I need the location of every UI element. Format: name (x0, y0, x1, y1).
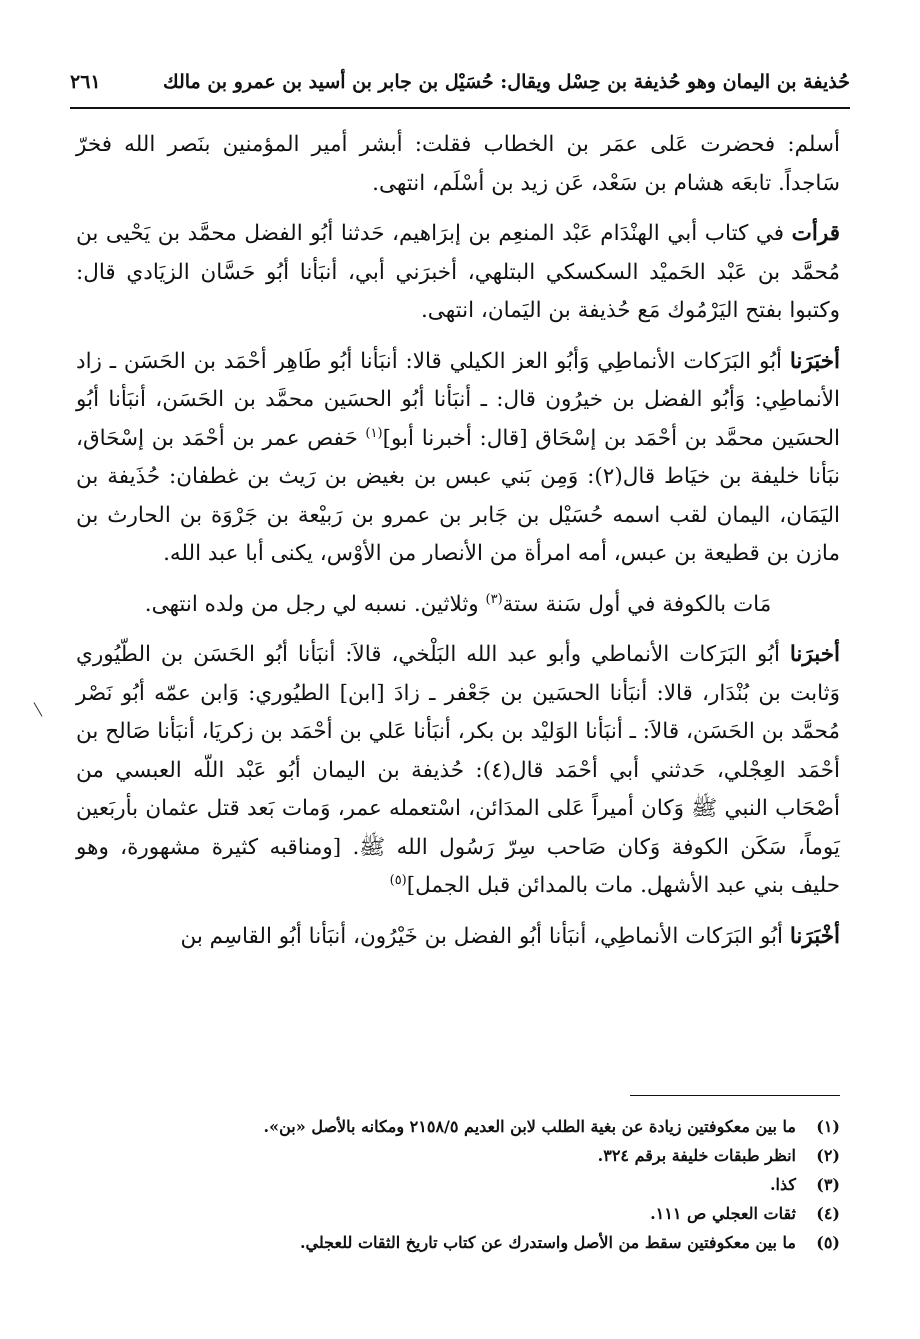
footnote (80, 1112, 840, 1141)
paragraph-lead: أخبَرَنا (789, 348, 840, 374)
paragraph-text-continued: وثلاثين. نسبه لي رجل من ولده انتهى. (144, 591, 486, 617)
paragraph-text: أبُو البَرَكات الأنماطِي، أنبَأنا أبُو الفضل بن خَيْرُون، أنبَأنا أبُو القاسِم بن (180, 923, 790, 949)
paragraph-text: أبُو البَرَكات الأنماطِي وَأبُو العز الكيلي قالا: أنبَأنا أبُو طَاهِر أحْمَد بن الحَسَن ـ زاد الأنماطِي: وَأبُو الفضل بن خيرُون قال: ـ أنبَأنا أبُو الحسَين محمَّد بن الحَسَن، أنبَأنا أبُو الحسَين محمَّد بن أحْمَد بن إسْحَاق [قال: أخبرنا أبو] (76, 348, 840, 451)
paragraph-text: أسلم: فحضرت عَلى عمَر بن الخطاب فقلت: أبشر أمير المؤمنين بنَصر الله فخرّ سَاجداً. تابعَه هشام بن سَعْد، عَن زيد بن أسْلَم، انتهى. (76, 132, 840, 196)
footnote-ref: (٥) (389, 872, 407, 888)
footnote-number: (٣) (816, 1175, 840, 1194)
paragraph-lead: قرأت (791, 221, 840, 246)
footnote-text: انظر طبقات خليفة برقم ٣٢٤. (597, 1146, 796, 1165)
running-title: حُذيفة بن اليمان وهو حُذيفة بن حِسْل ويقال: حُسَيْل بن جابر بن أسيد بن عمرو بن مالك (162, 71, 850, 93)
footnote-number: (٢) (816, 1146, 840, 1165)
footnote-ref: (٣) (485, 591, 503, 607)
footnote-rule (630, 1095, 840, 1096)
header-rule (70, 107, 850, 109)
paragraph (76, 126, 840, 203)
footnote (80, 1228, 840, 1257)
paragraph-text: أبُو البَرَكات الأنماطي وأبو عبد الله البَلْخي، قالاَ: أنبَأنا أبُو الحَسَن بن الطّيُوري وَثابت بن بُنْدَار، قالا: أنبَأنا الحسَين بن جَعْفر ـ زادَ [ابن] الطيُوري: وَابن عمّه أبُو نَصْر مُحمَّد بن الحَسَن، قالاَ: ـ أنبَأنا الوَليْد بن بكر، أنبَأنا عَلي بن أحْمَد بن زكريَا، أنبَأنا صَالح بن أحْمَد العِجْلي، حَدثني أبي أحْمَد قال(٤): حُذيفة بن اليمان أبُو عَبْد اللّه العبسي من أصْحَاب النبي ﷺ وَكان أميراً عَلى المدَائن، اسْتعمله عمر، وَمات بَعد قتل عثمان بأربَعين يَوماً، سَكَن الكوفة وَكان صَاحب سِرّ رَسُول الله ﷺ. [ومناقبه كثيرة مشهورة، وهو حليف بني عبد الأشهل. مات بالمدائن قبل الجمل] (76, 642, 840, 898)
footnote (80, 1170, 840, 1199)
page-header (70, 62, 850, 102)
footnote-number: (١) (816, 1117, 840, 1136)
footnote-text: ثقات العجلي ص ١١١. (650, 1204, 796, 1223)
footnote-text: كذا. (769, 1175, 796, 1194)
main-text (76, 126, 840, 968)
footnote-number: (٤) (816, 1204, 840, 1223)
margin-mark (34, 702, 43, 716)
footnote-text: ما بين معكوفتين زيادة عن بغية الطلب لابن العديم ٢١٥٨/٥ ومكانه بالأصل «بن». (263, 1117, 796, 1136)
page-number: ٢٦١ (70, 71, 101, 93)
paragraph (76, 586, 840, 625)
footnote-number: (٥) (816, 1233, 840, 1252)
paragraph-text-continued: حَفص عمر بن أحْمَد بن إسْحَاق، نبَأنا خليفة بن خيَاط قال(٢): وَمِن بَني عبس بن بغيض بن رَيث بن غطفان: حُذَيفة بن اليَمَان، اليمان لقب اسمه حُسَيْل بن جَابر بن عمرو بن رَبيْعة بن جَرْوَة بن الحارث بن مازن بن قطيعة بن عبس، أمه امرأة من الأنصار من الأوْس، يكنى أبا عبد الله. (76, 425, 840, 566)
paragraph-lead: أخْبَرَنا (789, 923, 840, 949)
paragraph-text: في كتاب أبي الهنْدَام عَبْد المنعِم بن إبرَاهيم، حَدثنا أبُو الفضل محمَّد بن يَحْيى بن مُحمَّد بن عَبْد الحَميْد السكسكي البتلهي، أخبرَني أبي، أنبَأنا أبُو حَسَّان الزيَادي قال: وكتبوا بفتح اليَرْمُوك مَع حُذيفة بن اليَمان، انتهى. (76, 221, 840, 323)
paragraph (76, 215, 840, 331)
paragraph (76, 343, 840, 574)
footnote-ref: (١) (365, 425, 383, 441)
paragraph (76, 636, 840, 906)
paragraph (76, 918, 840, 957)
footnote-text: ما بين معكوفتين سقط من الأصل واستدرك عن كتاب تاريخ الثقات للعجلي. (299, 1233, 796, 1252)
paragraph-text: مَات بالكوفة في أول سَنة ستة (502, 591, 772, 617)
paragraph-lead: أخبرَنا (789, 642, 840, 667)
footnotes (80, 1112, 840, 1257)
footnote (80, 1141, 840, 1170)
footnote (80, 1199, 840, 1228)
